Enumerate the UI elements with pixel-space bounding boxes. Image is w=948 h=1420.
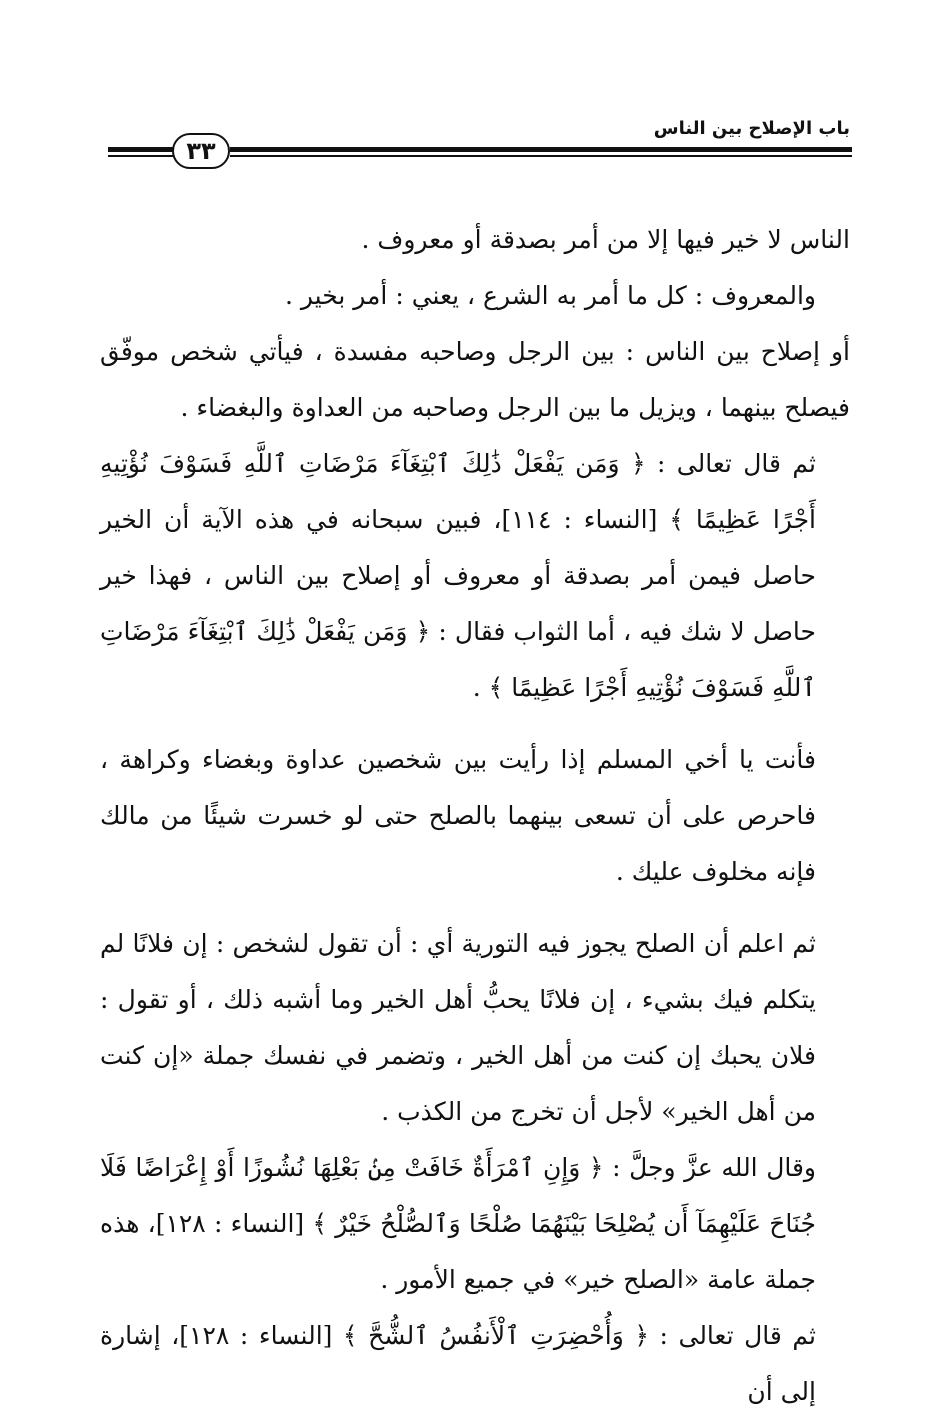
- paragraph: فأنت يا أخي المسلم إذا رأيت بين شخصين عداوة وبغضاء وكراهة ، فاحرص على أن تسعى بينهما بالصلح حتى لو خسرت شيئًا من مالك فإنه مخلوف عليك .: [100, 745, 816, 886]
- header-rule-left: [108, 145, 174, 159]
- header-rule-right: [230, 145, 852, 159]
- page-number-badge: [172, 133, 230, 169]
- paragraph: ثم قال تعالى : ﴿ وَمَن يَفْعَلْ ذَٰلِكَ ٱبْتِغَآءَ مَرْضَاتِ ٱللَّهِ فَسَوْفَ نُؤْتِيهِ أَجْرًا عَظِيمًا ﴾ [النساء : ١١٤]، فبين سبحانه في هذه الآية أن الخير حاصل فيمن أمر بصدقة أو معروف أو إصلاح بين الناس ، فهذا خير حاصل لا شك فيه ، أما الثواب فقال : ﴿ وَمَن يَفْعَلْ ذَٰلِكَ ٱبْتِغَآءَ مَرْضَاتِ ٱللَّهِ فَسَوْفَ نُؤْتِيهِ أَجْرًا عَظِيمًا ﴾ .: [100, 449, 816, 702]
- chapter-title: باب الإصلاح بين الناس: [653, 118, 850, 139]
- page-number: ٣٣: [186, 137, 216, 165]
- paragraph: وقال الله عزَّ وجلَّ : ﴿ وَإِنِ ٱمْرَأَةٌ خَافَتْ مِنۢ بَعْلِهَا نُشُوزًا أَوْ إِعْرَاضًا فَلَا جُنَاحَ عَلَيْهِمَآ أَن يُصْلِحَا بَيْنَهُمَا صُلْحًا وَٱلصُّلْحُ خَيْرٌ ﴾ [النساء : ١٢٨]، هذه جملة عامة «الصلح خير» في جميع الأمور .: [100, 1153, 816, 1294]
- page-body: [100, 212, 850, 1420]
- paragraph: الناس لا خير فيها إلا من أمر بصدقة أو معروف .: [361, 225, 850, 254]
- page-header: [0, 0, 948, 170]
- paragraph: ثم اعلم أن الصلح يجوز فيه التورية أي : أن تقول لشخص : إن فلانًا لم يتكلم فيك بشيء ، إن فلانًا يحبُّ أهل الخير وما أشبه ذلك ، أو تقول : فلان يحبك إن كنت من أهل الخير ، وتضمر في نفسك جملة «إن كنت من أهل الخير» لأجل أن تخرج من الكذب .: [100, 929, 816, 1126]
- paragraph: ثم قال تعالى : ﴿ وَأُحْضِرَتِ ٱلْأَنفُسُ ٱلشُّحَّ ﴾ [النساء : ١٢٨]، إشارة إلى أن: [100, 1321, 816, 1406]
- paragraph: أو إصلاح بين الناس : بين الرجل وصاحبه مفسدة ، فيأتي شخص موفّق فيصلح بينهما ، ويزيل ما بين الرجل وصاحبه من العداوة والبغضاء .: [100, 337, 850, 422]
- paragraph: والمعروف : كل ما أمر به الشرع ، يعني : أمر بخير .: [284, 281, 816, 310]
